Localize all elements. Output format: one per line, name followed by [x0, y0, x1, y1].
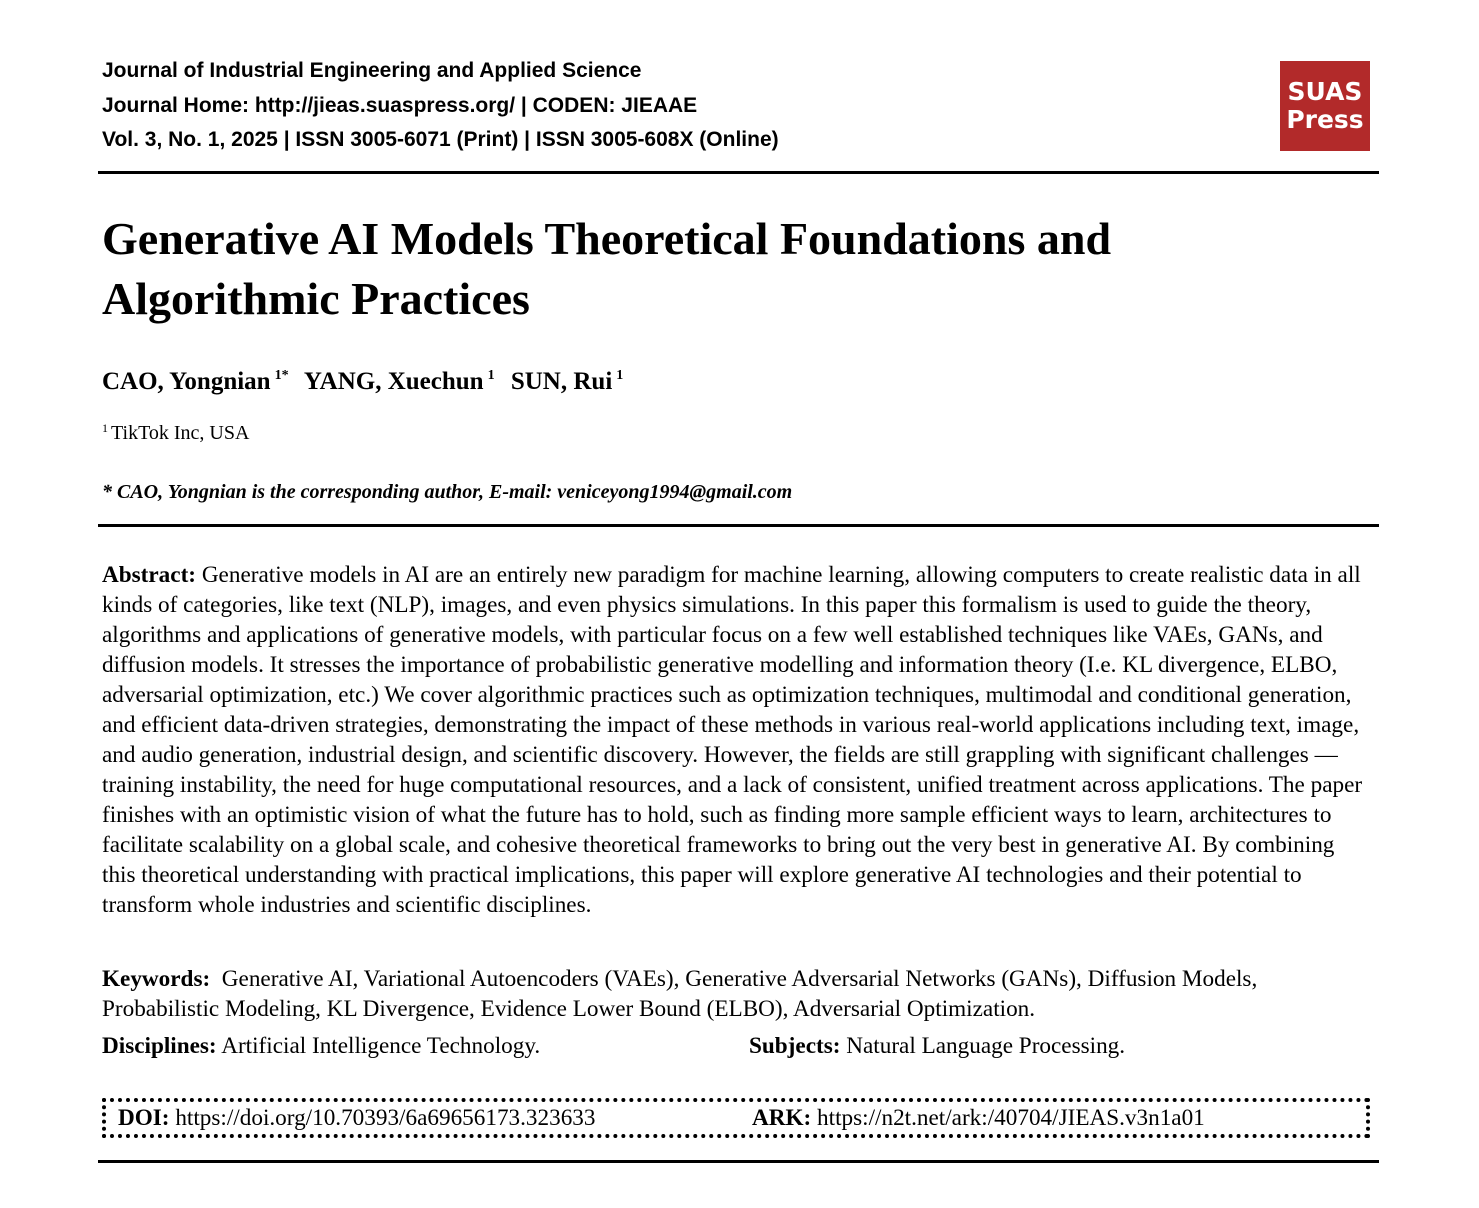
abstract	[102, 560, 1370, 920]
subjects	[749, 1033, 1125, 1060]
footer-divider	[98, 1160, 1379, 1163]
suas-press-logo	[1280, 61, 1370, 151]
journal-header	[102, 54, 779, 158]
ark-label: ARK:	[752, 1105, 812, 1131]
journal-name: Journal of Industrial Engineering and Applied Science	[102, 59, 642, 82]
keywords	[102, 964, 1370, 1024]
disciplines	[102, 1033, 540, 1060]
affiliation-text: TikTok Inc, USA	[111, 422, 250, 444]
abstract-label: Abstract:	[102, 562, 197, 588]
abstract-text: Generative models in AI are an entirely new paradigm for machine learning, allowing computers to create realistic data in all kinds of categories, like text (NLP), images, and even physics simulations. In this paper this formalism is used to guide the theory, algorithms and applications of generative models, with particular focus on a few well established techniques like VAEs, GANs, and diffusion models. It stresses the importance of probabilistic generative modelling and information theory (I.e. KL divergence, ELBO, adversarial optimization, etc.) We cover algorithmic practices such as optimization techniques, multimodal and conditional generation, and efficient data-driven strategies, demonstrating the impact of these methods in various real-world applications including text, image, and audio generation, industrial design, and scientific discovery. However, the fields are still grappling with significant challenges — training instability, the need for huge computational resources, and a lack of consistent, unified treatment across applications. The paper finishes with an optimistic vision of what the future has to hold, such as finding more sample efficient ways to learn, architectures to facilitate scalability on a global scale, and cohesive theoretical frameworks to bring out the very best in generative AI. By combining this theoretical understanding with practical implications, this paper will explore generative AI technologies and their potential to transform whole industries and scientific disciplines.	[102, 562, 1363, 918]
author-name: SUN, Rui	[510, 368, 613, 395]
author	[304, 368, 495, 395]
author	[102, 368, 289, 395]
author	[511, 368, 623, 395]
doi	[118, 1105, 596, 1132]
author-list	[102, 368, 633, 396]
logo-line-1: SUAS	[1287, 77, 1363, 106]
paper-title: Generative AI Models Theoretical Foundations and Algorithmic Practices	[102, 213, 1112, 324]
doi-link[interactable]: https://doi.org/10.70393/6a69656173.323633	[175, 1105, 596, 1131]
corresponding-author-note: * CAO, Yongnian is the corresponding author, E-mail: veniceyong1994@gmail.com	[102, 481, 793, 503]
subjects-label: Subjects:	[749, 1033, 841, 1059]
affiliation-mark: 1	[102, 421, 108, 435]
author-mark: 1	[487, 368, 495, 383]
keywords-label: Keywords:	[102, 966, 211, 992]
journal-home: Journal Home: http://jieas.suaspress.org/ | CODEN: JIEAAE	[102, 93, 698, 117]
journal-volume: Vol. 3, No. 1, 2025 | ISSN 3005-6071 (Print) | ISSN 3005-608X (Online)	[102, 128, 779, 151]
disciplines-label: Disciplines:	[102, 1033, 217, 1059]
subjects-text: Natural Language Processing.	[846, 1033, 1126, 1059]
affiliation	[102, 421, 249, 445]
author-name: CAO, Yongnian	[102, 368, 271, 395]
abstract-divider	[98, 524, 1379, 527]
keywords-text: Generative AI, Variational Autoencoders (VAEs), Generative Adversarial Networks (GANs), Diffusion Models, Probabilistic Modeling, KL Divergence, Evidence Lower Bound (ELBO), Adversarial Optimization.	[102, 966, 1258, 1022]
ark	[752, 1105, 1205, 1132]
disciplines-text: Artificial Intelligence Technology.	[221, 1033, 541, 1059]
author-mark: 1	[616, 368, 624, 383]
ark-link[interactable]: https://n2t.net/ark:/40704/JIEAS.v3n1a01	[817, 1105, 1205, 1131]
doi-label: DOI:	[118, 1105, 170, 1131]
logo-line-2: Press	[1286, 105, 1364, 134]
author-name: YANG, Xuechun	[303, 368, 484, 395]
header-divider	[98, 171, 1379, 174]
identifier-box	[102, 1098, 1370, 1138]
author-mark: 1*	[274, 368, 289, 383]
